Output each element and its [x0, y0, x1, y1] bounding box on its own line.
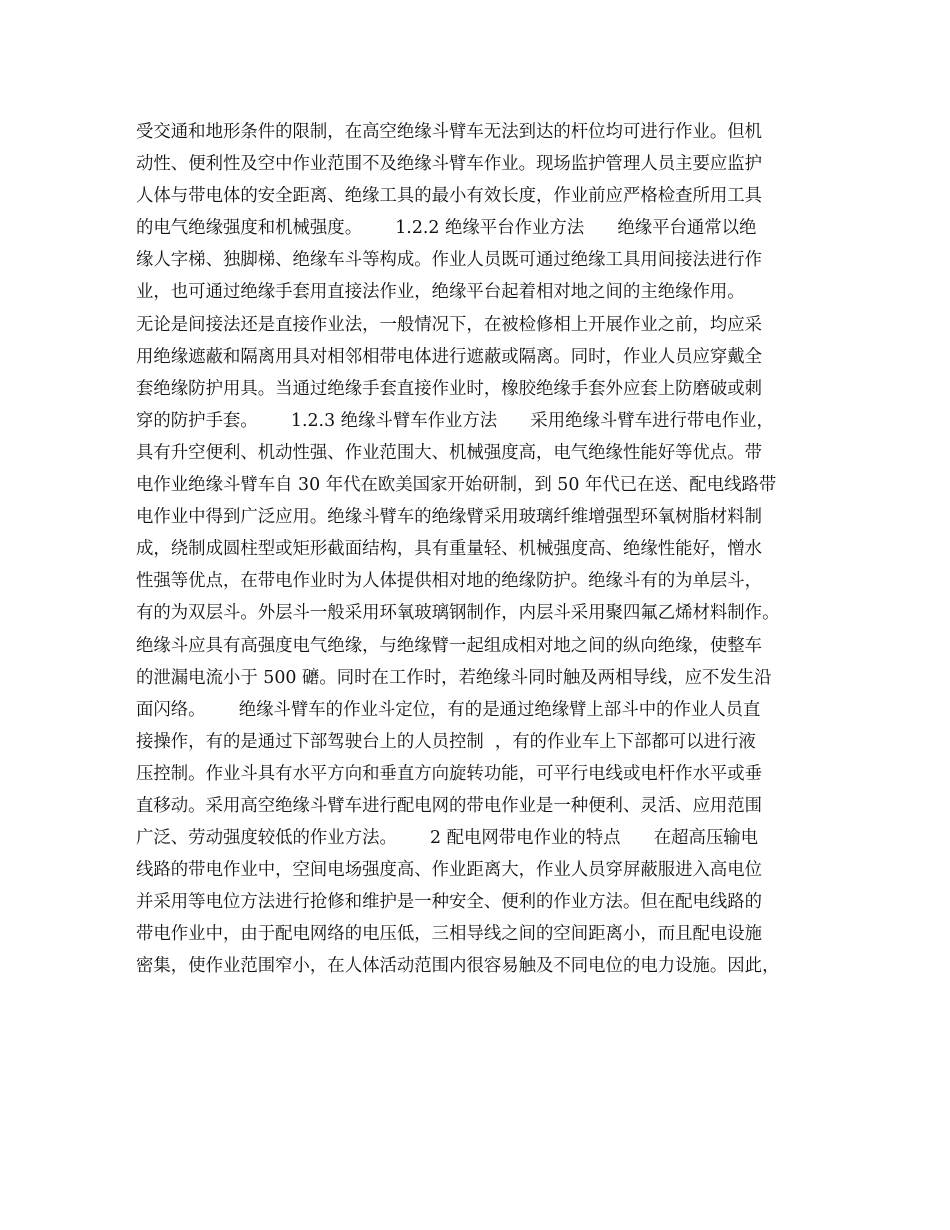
text-line: 穿的防护手套。 1.2.3 绝缘斗臂车作业方法 采用绝缘斗臂车进行带电作业，: [136, 410, 774, 431]
text-line: 有的为双层斗。外层斗一般采用环氧玻璃钢制作，内层斗采用聚四氟乙烯材料制作。: [136, 603, 780, 624]
text-line: 接操作，有的是通过下部驾驶台上的人员控制 ，有的作业车上下部都可以进行液: [136, 731, 756, 752]
text-line: 受交通和地形条件的限制，在高空绝缘斗臂车无法到达的杆位均可进行作业。但机: [136, 122, 763, 142]
text-line: 性强等优点，在带电作业时为人体提供相对地的绝缘防护。绝缘斗有的为单层斗，: [136, 571, 763, 592]
text-line: 缘人字梯、独脚梯、绝缘车斗等构成。作业人员既可通过绝缘工具用间接法进行作: [136, 250, 763, 271]
text-line: 人体与带电体的安全距离、绝缘工具的最小有效长度，作业前应严格检查所用工具: [136, 186, 763, 207]
text-line: 的泄漏电流小于 500 礳。同时在工作时，若绝缘斗同时触及两相导线，应不发生沿: [136, 667, 772, 688]
text-line: 的电气绝缘强度和机械强度。 1.2.2 绝缘平台作业方法 绝缘平台通常以绝: [136, 218, 757, 239]
text-line: 用绝缘遮蔽和隔离用具对相邻相带电体进行遮蔽或隔离。同时，作业人员应穿戴全: [136, 346, 763, 367]
text-line: 直移动。采用高空绝缘斗臂车进行配电网的带电作业是一种便利、灵活、应用范围: [136, 795, 763, 816]
text-line: 业，也可通过绝缘手套用直接法作业，绝缘平台起着相对地之间的主绝缘作用。: [136, 282, 745, 303]
text-line: 动性、便利性及空中作业范围不及绝缘斗臂车作业。现场监护管理人员主要应监护: [136, 154, 763, 175]
text-line: 电作业中得到广泛应用。绝缘斗臂车的绝缘臂采用玻璃纤维增强型环氧树脂材料制: [136, 507, 763, 528]
text-line: 线路的带电作业中，空间电场强度高、作业距离大，作业人员穿屏蔽服进入高电位: [136, 860, 763, 881]
text-line: 绝缘斗应具有高强度电气绝缘，与绝缘臂一起组成相对地之间的纵向绝缘，使整车: [136, 635, 763, 656]
text-line: 压控制。作业斗具有水平方向和垂直方向旋转功能，可平行电线或电杆作水平或垂: [136, 763, 763, 784]
text-line: 带电作业中，由于配电网络的电压低，三相导线之间的空间距离小，而且配电设施: [136, 924, 763, 945]
text-line: 无论是间接法还是直接作业法，一般情况下，在被检修相上开展作业之前，均应采: [136, 314, 763, 335]
text-line: 并采用等电位方法进行抢修和维护是一种安全、便利的作业方法。但在配电线路的: [136, 892, 763, 913]
text-line: 面闪络。 绝缘斗臂车的作业斗定位，有的是通过绝缘臂上部斗中的作业人员直: [136, 699, 761, 720]
text-line: 成，绕制成圆柱型或矩形截面结构，具有重量轻、机械强度高、绝缘性能好，憎水: [136, 539, 763, 560]
text-line: 广泛、劳动强度较低的作业方法。 2 配电网带电作业的特点 在超高压输电: [136, 828, 759, 849]
text-line: 电作业绝缘斗臂车自 30 年代在欧美国家开始研制，到 50 年代已在送、配电线路带: [136, 475, 777, 496]
text-line: 密集，使作业范围窄小，在人体活动范围内很容易触及不同电位的电力设施。因此，: [136, 956, 780, 977]
text-line: 套绝缘防护用具。当通过绝缘手套直接作业时，橡胶绝缘手套外应套上防磨破或刺: [136, 378, 763, 399]
body-text: [136, 116, 836, 983]
text-line: 具有升空便利、机动性强、作业范围大、机械强度高，电气绝缘性能好等优点。带: [136, 442, 763, 463]
